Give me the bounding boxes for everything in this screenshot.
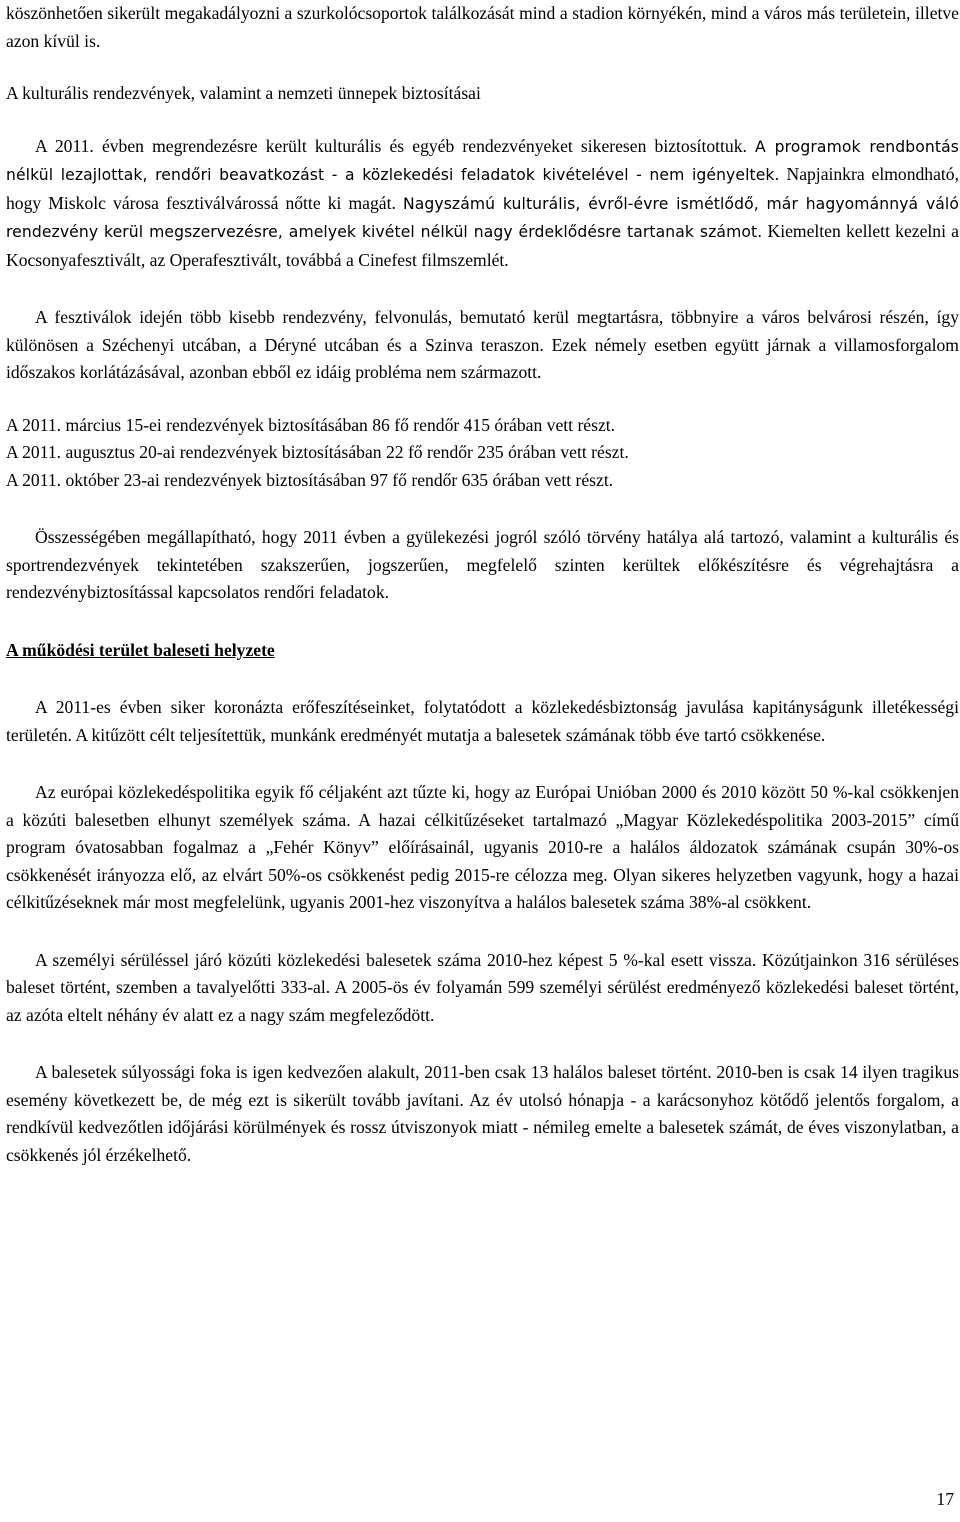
text-segment: Napjainkra elmondható, hogy Miskolc városa fesztiválvárossá nőtte ki magát.	[6, 164, 959, 213]
paragraph-injury-accidents: A személyi sérüléssel járó közúti közlekedési balesetek száma 2010-hez képest 5 %-kal esett vissza. Közútjainkon 316 sérüléses baleset történt, szemben a tavalyelőtti 333-al. A 2005-ös év folyamán 599 személyi sérülést eredményező közlekedési baleset történt, az azóta eltelt néhány év alatt ez a nagy szám megfeleződött.	[6, 949, 959, 1025]
paragraph-traffic-safety: A 2011-es évben siker koronázta erőfeszítéseinket, folytatódott a közlekedésbiztonság javulása kapitányságunk illetékességi területén. A kitűzött célt teljesítettük, munkánk eredményét mutatja a balesetek számának több éve tartó csökkenése.	[6, 697, 959, 745]
paragraph-severity: A balesetek súlyossági foka is igen kedvezően alakult, 2011-ben csak 13 halálos baleset történt. 2010-ben is csak 14 ilyen tragikus esemény következett be, de még ezt is sikerült tovább javítani. Az év utolsó hónapja - a karácsonyhoz kötődő jelentős forgalom, a rendkívül kedvezőtlen időjárási körülmények és rossz útviszonyok miatt - némileg emelte a balesetek számát, de éves viszonylatban, a csökkenés jól érzékelhető.	[6, 1062, 959, 1165]
section-subtitle-cultural-events: A kulturális rendezvények, valamint a nemzeti ünnepek biztosításai	[6, 83, 481, 103]
stat-line-august: A 2011. augusztus 20-ai rendezvények biztosításában 22 fő rendőr 235 órában vett részt.	[6, 442, 629, 462]
page-number: 17	[936, 1489, 954, 1509]
paragraph-festivals: A fesztiválok idején több kisebb rendezvény, felvonulás, bemutató kerül megtartásra, többnyire a város belvárosi részén, így különösen a Széchenyi utcában, a Déryné utcában és a Szinva teraszon. Ezek némely esetben együtt járnak a villamosforgalom időszakos korlátázásával, azonban ebből ez idáig probléma nem származott.	[6, 307, 959, 382]
text-segment-sans: A programok rendbontás nélkül lezajlottak, rendőri beavatkozást - a közlekedési feladatok kivételével - nem igényeltek.	[6, 137, 959, 184]
paragraph-european-policy: Az európai közlekedéspolitika egyik fő céljaként azt tűzte ki, hogy az Európai Unióban 2000 és 2010 között 50 %-kal csökkenjen a közúti balesetben elhunyt személyek száma. A hazai célkitűzéseket tartalmazó „Magyar Közlekedéspolitika 2003-2015” című program óvatosabban fogalmaz a „Fehér Könyv” előírásainál, ugyanis 2010-re a halálos áldozatok számának csupán 30%-os csökkenését irányozza elő, az elvárt 50%-os csökkenést pedig 2015-re célozza meg. Olyan sikeres helyzetben vagyunk, hogy a hazai célkitűzéseknek már most megfelelünk, ugyanis 2001-hez viszonyítva a halálos balesetek száma 38%-al csökkent.	[6, 782, 959, 912]
text-segment-sans: Nagyszámú kulturális, évről-évre ismétlődő, már hagyománnyá váló rendezvény kerül megszervezésre, amelyek kivétel nélkül nagy érdeklődésre tartanak számot.	[6, 194, 960, 241]
page-content	[6, 0, 959, 1169]
paragraph-football-continuation: köszönhetően sikerült megakadályozni a szurkolócsoportok találkozását mind a stadion környékén, mind a város más területein, illetve azon kívül is.	[6, 3, 959, 51]
text-segment: Kiemelten kellett kezelni a Kocsonyafesztivált, az Operafesztivált, továbbá a Cinefest filmszemlét.	[6, 221, 959, 270]
stat-line-october: A 2011. október 23-ai rendezvények biztosításában 97 fő rendőr 635 órában vett részt.	[6, 469, 614, 490]
stat-line-march: A 2011. március 15-ei rendezvények biztosításában 86 fő rendőr 415 órában vett részt.	[6, 414, 616, 435]
paragraph-summary: Összességében megállapítható, hogy 2011 évben a gyülekezési jogról szóló törvény hatálya alá tartozó, valamint a kulturális és sportrendezvények tekintetében szakszerűen, jogszerűen, megfelelő szinten kerültek előkészítésre és végrehajtásra a rendezvénybiztosítással kapcsolatos rendőri feladatok.	[6, 527, 959, 602]
paragraph-cultural-events	[6, 133, 959, 275]
text-segment: A 2011. évben megrendezésre került kulturális és egyéb rendezvényeket sikeresen biztosítottuk.	[35, 135, 756, 156]
section-heading-accident-situation: A működési terület baleseti helyzete	[6, 639, 275, 660]
